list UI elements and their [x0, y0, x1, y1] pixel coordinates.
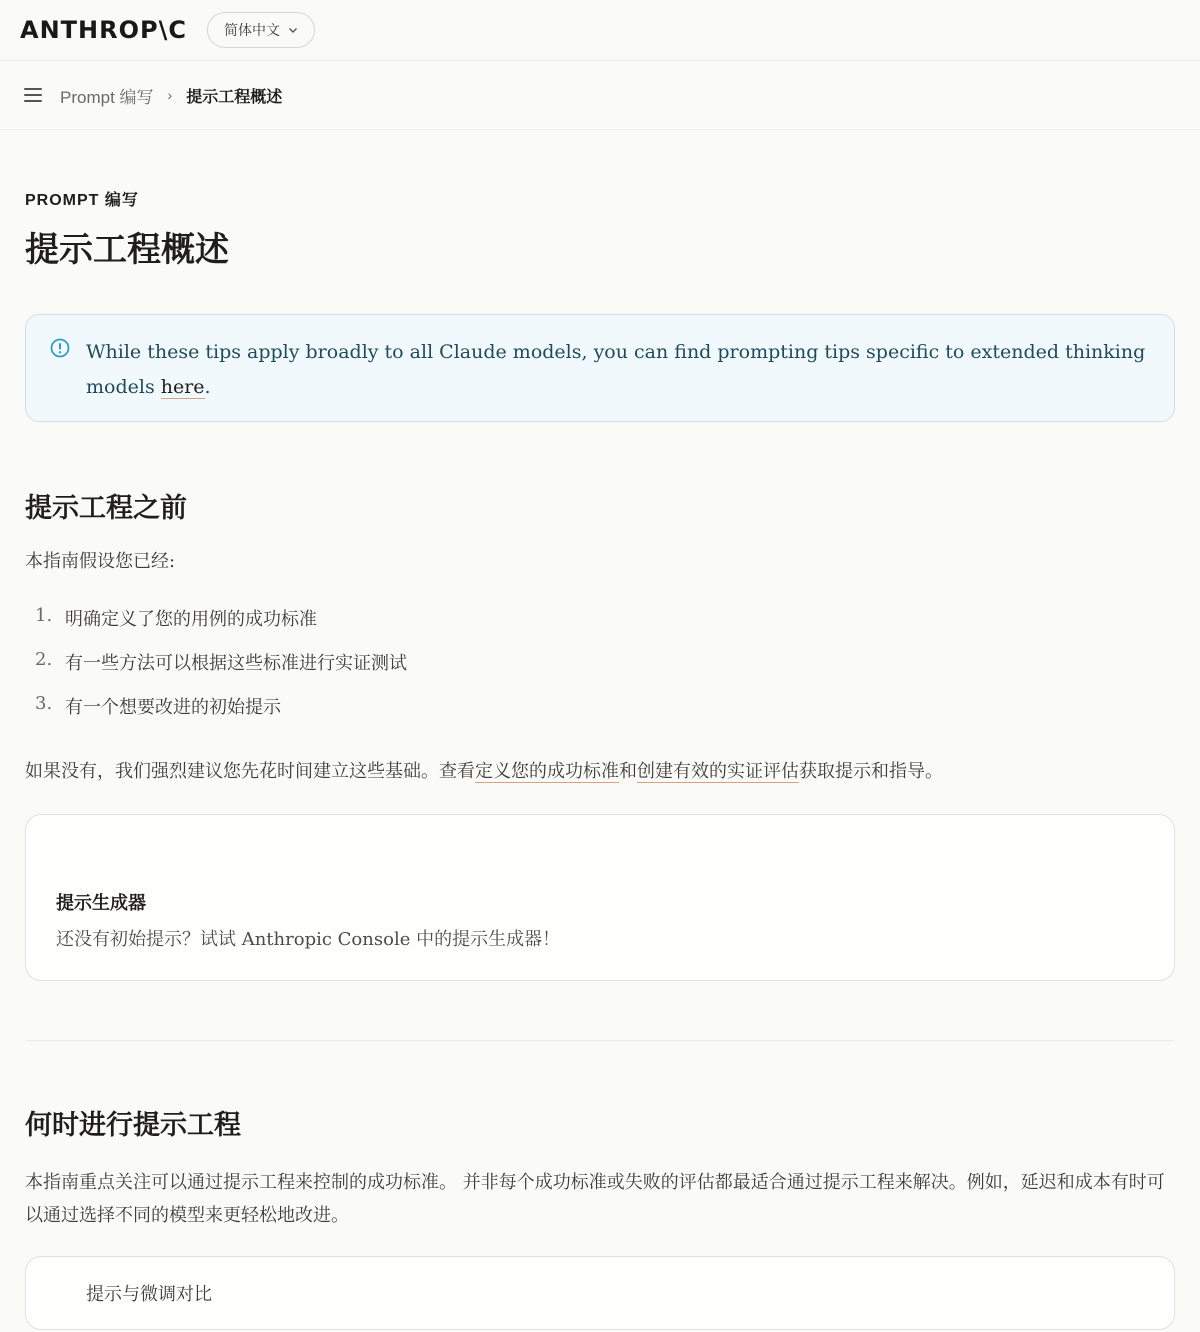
info-icon — [50, 338, 70, 358]
followup-text: 获取提示和指导。 — [799, 761, 943, 782]
info-callout — [25, 314, 1175, 422]
section-intro: 本指南假设您已经: — [25, 551, 176, 572]
section-divider — [25, 1040, 1175, 1041]
breadcrumb-current: 提示工程概述 — [186, 88, 283, 106]
list-number: 2. — [35, 649, 53, 670]
section-when-text: 本指南重点关注可以通过提示工程来控制的成功标准。 并非每个成功标准或失败的评估都最适合通过提示工程来解决。例如，延迟和成本有时可以通过选择不同的模型来更轻松地改进。 — [25, 1172, 1165, 1226]
menu-icon[interactable] — [24, 88, 42, 102]
followup-paragraph — [25, 757, 1175, 783]
callout-link-here[interactable]: here — [160, 376, 205, 398]
list-item — [35, 605, 1175, 649]
section-heading-before: 提示工程之前 — [25, 493, 187, 523]
chevron-right-icon: › — [167, 87, 173, 103]
language-label: 简体中文 — [223, 22, 280, 38]
callout-text-before: While these tips apply broadly to all Claude models, you can find prompting tips specific to extended thinking models — [86, 341, 1146, 398]
page-eyebrow: PROMPT 编写 — [25, 192, 139, 209]
prerequisite-list — [25, 605, 1175, 737]
list-text: 有一个想要改进的初始提示 — [65, 697, 281, 718]
page-title: 提示工程概述 — [25, 231, 229, 269]
card-label: 提示与微调对比 — [86, 1284, 212, 1305]
top-bar — [0, 0, 1200, 61]
anthropic-logo[interactable]: ANTHROP\C — [20, 16, 187, 44]
prompt-vs-finetune-card[interactable] — [25, 1256, 1175, 1330]
followup-text: 和 — [619, 761, 637, 782]
main-content — [0, 187, 1200, 1330]
list-item — [35, 649, 1175, 693]
callout-text — [86, 335, 1150, 401]
prompt-generator-card[interactable] — [25, 814, 1175, 981]
list-number: 1. — [35, 605, 53, 626]
language-selector[interactable] — [207, 12, 315, 48]
link-create-evals[interactable]: 创建有效的实证评估 — [637, 761, 799, 782]
breadcrumb-parent[interactable]: Prompt 编写 — [60, 87, 154, 107]
list-text: 明确定义了您的用例的成功标准 — [65, 609, 317, 630]
callout-text-after: . — [204, 376, 211, 398]
section-heading-when: 何时进行提示工程 — [25, 1110, 241, 1140]
chevron-down-icon — [288, 25, 298, 35]
list-text: 有一些方法可以根据这些标准进行实证测试 — [65, 653, 407, 674]
followup-text: 如果没有，我们强烈建议您先花时间建立这些基础。查看 — [25, 761, 475, 782]
card-description: 还没有初始提示？试试 Anthropic Console 中的提示生成器！ — [56, 929, 561, 950]
list-number: 3. — [35, 693, 53, 714]
card-title: 提示生成器 — [56, 893, 146, 913]
list-item — [35, 693, 1175, 737]
link-define-success[interactable]: 定义您的成功标准 — [475, 761, 619, 782]
breadcrumb — [0, 61, 1200, 130]
